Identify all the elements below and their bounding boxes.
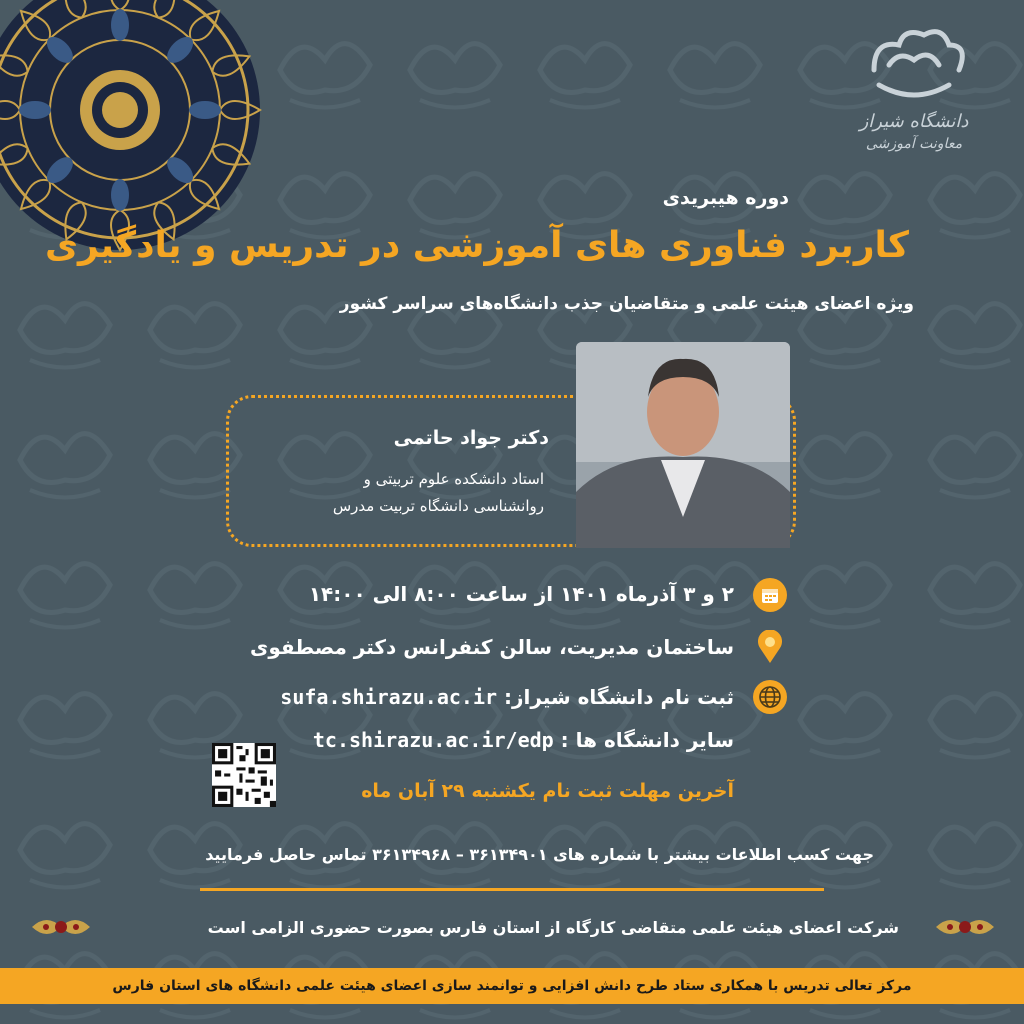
course-type: دوره هیبریدی bbox=[662, 187, 789, 209]
footer-organizer: مرکز تعالی تدریس با همکاری ستاد طرح دانش افزایی و توانمند سازی اعضای هیئت علمی دانشگاه های استان فارس bbox=[112, 978, 912, 994]
footer-bar bbox=[0, 968, 1024, 1004]
university-logo bbox=[854, 25, 974, 175]
registration-deadline: آخرین مهلت ثبت نام یکشنبه ۲۹ آبان ماه bbox=[361, 780, 734, 802]
ornament-right-icon bbox=[934, 912, 996, 942]
qr-code[interactable] bbox=[212, 743, 276, 807]
speaker-photo bbox=[576, 342, 790, 548]
globe-icon bbox=[753, 680, 787, 714]
registration-line bbox=[280, 685, 734, 709]
contact-info: جهت کسب اطلاعات بیشتر با شماره های ۳۶۱۳۴۹۰۱ – ۳۶۱۳۴۹۶۸ تماس حاصل فرمایید bbox=[205, 845, 874, 864]
divider bbox=[200, 888, 824, 891]
logo-university-name: دانشگاه شیراز bbox=[859, 111, 969, 132]
other-universities-link[interactable]: tc.shirazu.ac.ir/edp bbox=[312, 728, 554, 752]
course-audience: ویژه اعضای هیئت علمی و متقاضیان جذب دانشگاه‌های سراسر کشور bbox=[339, 294, 914, 314]
other-universities-label: سایر دانشگاه ها : bbox=[560, 728, 734, 752]
map-pin-icon bbox=[753, 630, 787, 664]
registration-link[interactable]: sufa.shirazu.ac.ir bbox=[280, 685, 498, 709]
course-location: ساختمان مدیریت، سالن کنفرانس دکتر مصطفوی bbox=[249, 635, 734, 659]
logo-department-name: معاونت آموزشی bbox=[865, 136, 963, 152]
course-date: ۲ و ۳ آذرماه ۱۴۰۱ از ساعت ۸:۰۰ الی ۱۴:۰۰ bbox=[308, 582, 734, 606]
speaker-affiliation-line1: استاد دانشکده علوم تربیتی و bbox=[363, 470, 544, 488]
speaker-affiliation-line2: روانشناسی دانشگاه تربیت مدرس bbox=[332, 497, 544, 515]
speaker-portrait bbox=[576, 342, 790, 548]
calendar-icon bbox=[753, 578, 787, 612]
speaker-name: دکتر جواد حاتمی bbox=[393, 427, 549, 449]
mandala-ornament bbox=[0, 0, 270, 260]
other-universities-line bbox=[313, 728, 734, 752]
university-emblem-icon bbox=[859, 25, 969, 105]
registration-label: ثبت نام دانشگاه شیراز: bbox=[504, 685, 734, 709]
course-title: کاربرد فناوری های آموزشی در تدریس و یادگیری bbox=[45, 225, 909, 266]
ornament-left-icon bbox=[30, 912, 92, 942]
attendance-notice: شرکت اعضای هیئت علمی متقاضی کارگاه از استان فارس بصورت حضوری الزامی است bbox=[207, 918, 899, 937]
